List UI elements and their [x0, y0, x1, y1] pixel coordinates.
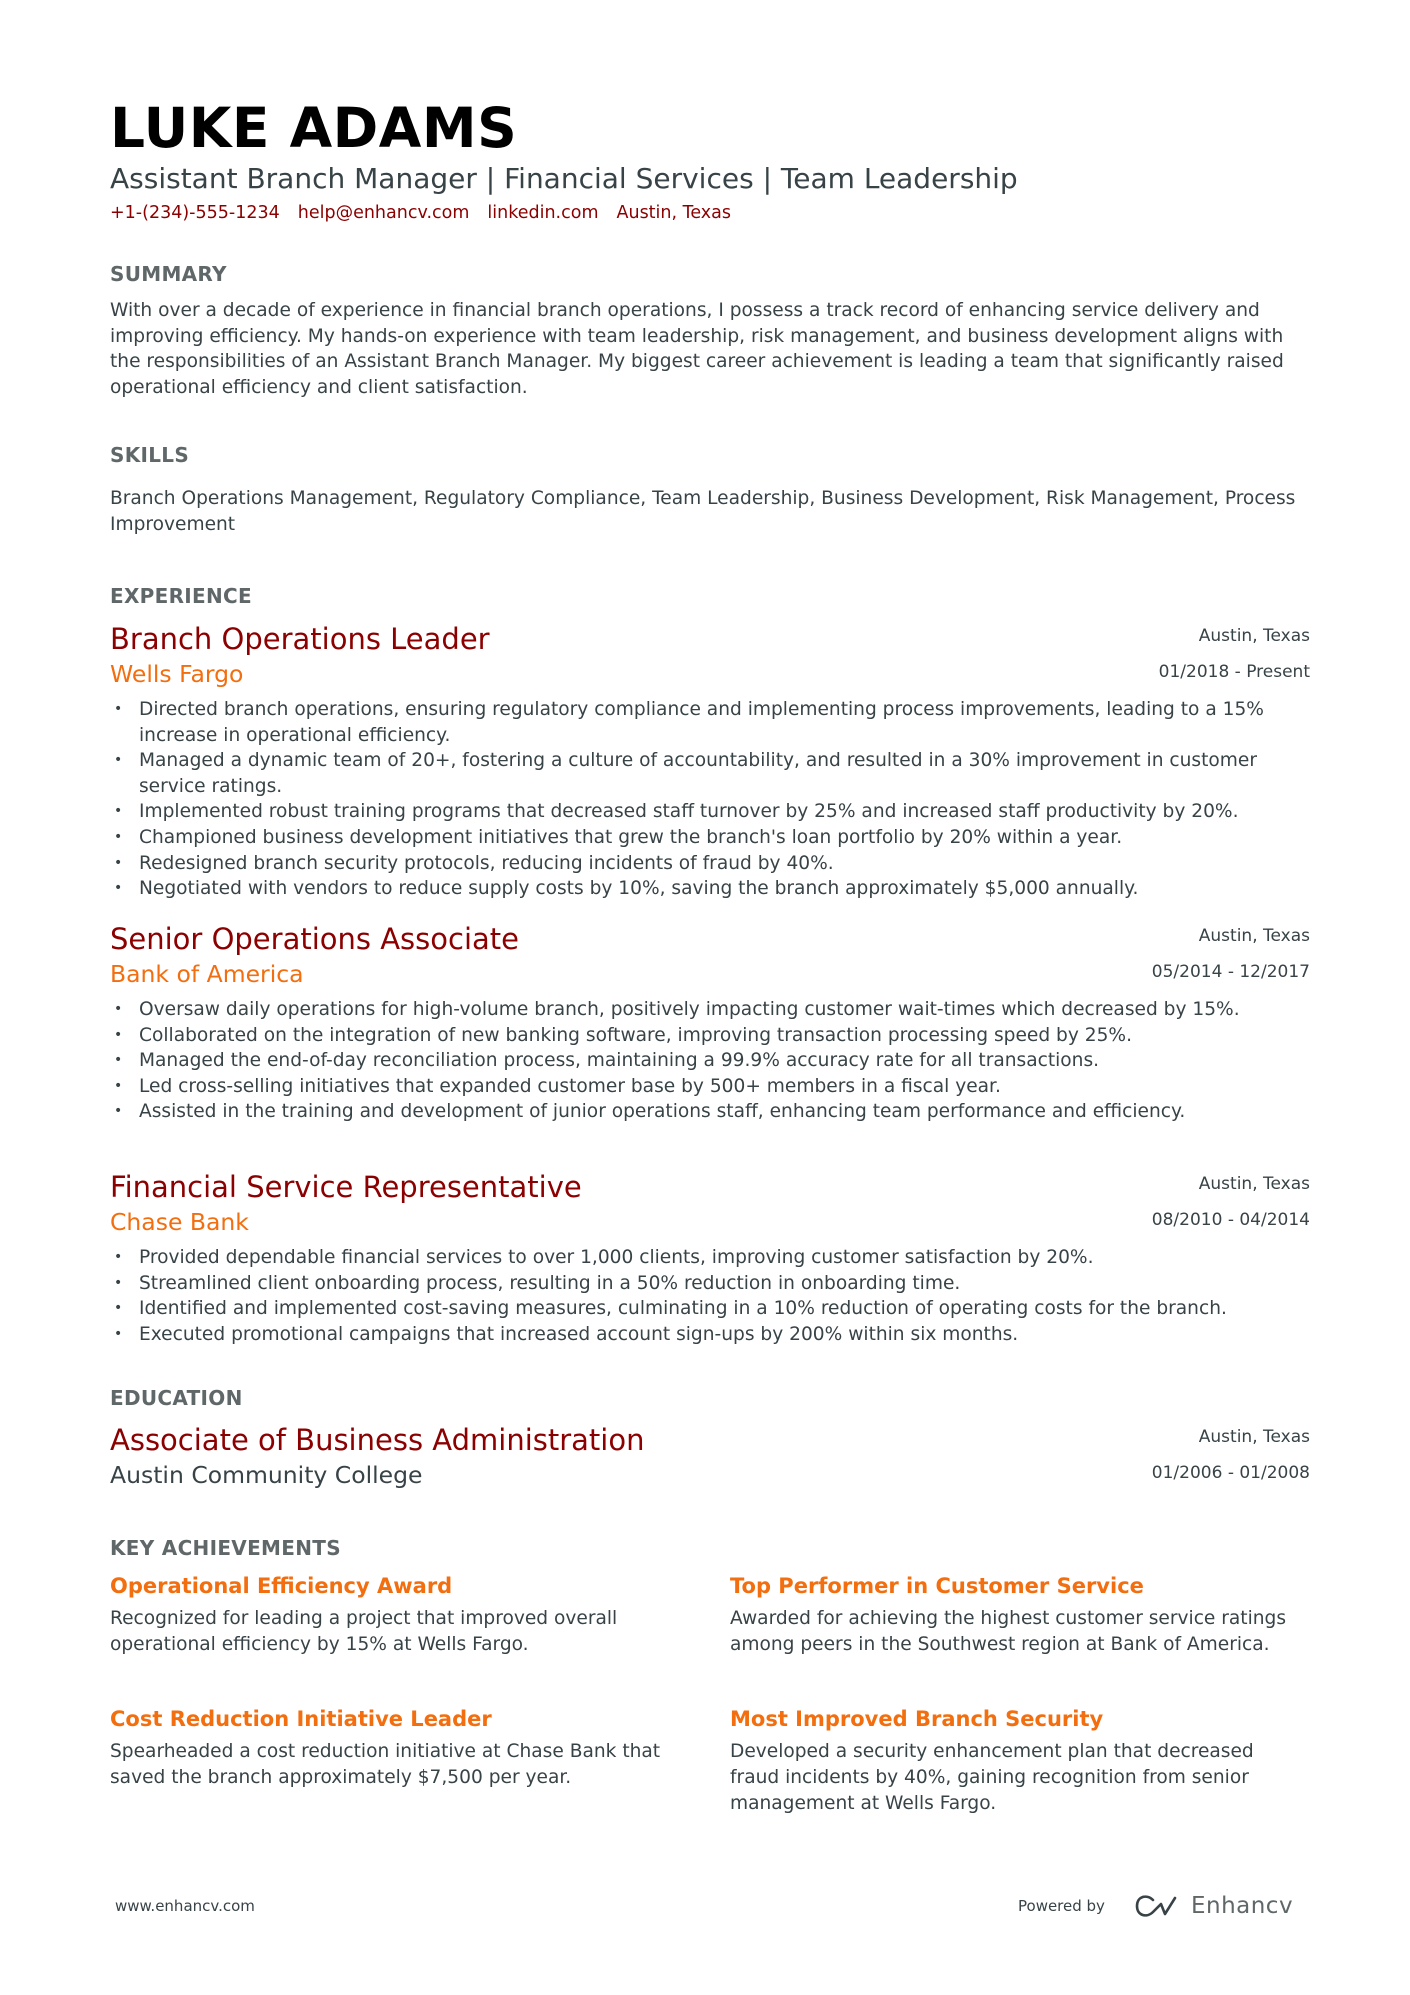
bullet-item [110, 697, 1310, 748]
bullet-item [110, 851, 1310, 877]
bullet-item [110, 876, 1310, 902]
bullet-item [110, 997, 1310, 1023]
bullet-text: Oversaw daily operations for high-volume branch, positively impacting customer wait-times which decreased by 15%. [139, 999, 1240, 1020]
bullet-icon: • [114, 828, 123, 845]
bullet-item [110, 1023, 1310, 1049]
job-title: Branch Operations Leader [110, 622, 490, 656]
skills-text: Branch Operations Management, Regulatory Compliance, Team Leadership, Business Development, Risk Management, Process Improvement [110, 488, 1296, 535]
bullet-icon: • [114, 1026, 123, 1043]
bullet-text: Managed a dynamic team of 20+, fostering a culture of accountability, and resulted in a 30% improvement in customer service ratings. [139, 750, 1257, 797]
bullet-item [110, 1245, 1310, 1271]
bullet-text: Redesigned branch security protocols, reducing incidents of fraud by 40%. [139, 852, 834, 874]
enhancv-logo[interactable] [1133, 1892, 1293, 1920]
bullet-text: Collaborated on the integration of new banking software, improving transaction processing speed by 25%. [139, 1024, 1133, 1046]
bullet-text: Implemented robust training programs that decreased staff turnover by 25% and increased staff productivity by 20%. [139, 801, 1239, 823]
bullet-text: Identified and implemented cost-saving measures, culminating in a 10% reduction of operating costs for the branch. [139, 1298, 1227, 1320]
job-bullets [110, 997, 1310, 1125]
bullet-text: Championed business development initiatives that grew the branch's loan portfolio by 20% within a year. [139, 826, 1123, 848]
job-dates: 08/2010 - 04/2014 [1151, 1210, 1310, 1230]
candidate-headline: Assistant Branch Manager | Financial Services | Team Leadership [110, 162, 1018, 195]
bullet-icon: • [114, 803, 123, 820]
contact-info [110, 203, 749, 223]
job-bullets [110, 1245, 1310, 1347]
experience-heading: EXPERIENCE [110, 584, 252, 608]
job-company: Chase Bank [110, 1208, 249, 1236]
bullet-icon: • [114, 701, 123, 717]
bullet-text: Managed the end-of-day reconciliation process, maintaining a 99.9% accuracy rate for all transactions. [139, 1050, 1100, 1072]
enhancv-logo-icon [1133, 1892, 1179, 1920]
bullet-item [110, 825, 1310, 851]
achievements-heading: KEY ACHIEVEMENTS [110, 1536, 341, 1560]
bullet-icon: • [114, 854, 123, 871]
contact-email[interactable]: help@enhancv.com [297, 203, 470, 223]
bullet-text: Assisted in the training and development of junior operations staff, enhancing team performance and efficiency. [139, 1101, 1186, 1123]
education-dates: 01/2006 - 01/2008 [1151, 1463, 1310, 1483]
enhancv-brand: Enhancv [1190, 1893, 1294, 1919]
bullet-item [110, 748, 1310, 799]
summary-heading: SUMMARY [110, 262, 227, 286]
summary-text: With over a decade of experience in financial branch operations, I possess a track record of enhancing service delivery and improving efficiency. My hands-on experience with team leadership, risk management, and business development aligns with the responsibilities of an Assistant Branch Manager. My biggest career achievement is leading a team that significantly raised operational efficiency and client satisfaction. [110, 300, 1284, 398]
achievement-description: Recognized for leading a project that improved overall operational efficiency by 15% at Wells Fargo. [110, 1608, 618, 1655]
job-company: Wells Fargo [110, 660, 244, 688]
bullet-text: Led cross-selling initiatives that expanded customer base by 500+ members in a fiscal year. [139, 1075, 1001, 1097]
bullet-item [110, 1322, 1310, 1348]
achievement-description: Spearheaded a cost reduction initiative at Chase Bank that saved the branch approximately $7,500 per year. [110, 1741, 661, 1788]
school-name: Austin Community College [110, 1461, 423, 1489]
bullet-text: Directed branch operations, ensuring regulatory compliance and implementing process improvements, leading to a 15% increase in operational efficiency. [139, 699, 1264, 746]
job-location: Austin, Texas [1198, 626, 1310, 646]
bullet-text: Streamlined client onboarding process, resulting in a 50% reduction in onboarding time. [139, 1272, 961, 1294]
achievement-item [730, 1572, 1290, 1658]
achievement-item [110, 1572, 670, 1658]
job-title: Financial Service Representative [110, 1170, 582, 1204]
bullet-item [110, 1048, 1310, 1074]
bullet-icon: • [114, 1249, 123, 1265]
footer-powered-by [1018, 1892, 1293, 1920]
education-location: Austin, Texas [1198, 1427, 1310, 1447]
bullet-text: Provided dependable financial services to over 1,000 clients, improving customer satisfaction by 20%. [139, 1247, 1094, 1268]
footer-website-link[interactable]: www.enhancv.com [115, 1897, 255, 1915]
bullet-item [110, 799, 1310, 825]
degree-title: Associate of Business Administration [110, 1423, 645, 1457]
bullet-icon: • [114, 1325, 123, 1342]
bullet-icon: • [114, 1103, 123, 1120]
job-bullets [110, 697, 1310, 902]
achievement-title: Cost Reduction Initiative Leader [110, 1707, 492, 1731]
job-location: Austin, Texas [1198, 926, 1310, 946]
achievement-title: Top Performer in Customer Service [730, 1574, 1144, 1598]
bullet-text: Executed promotional campaigns that increased account sign-ups by 200% within six months. [139, 1323, 1019, 1345]
job-dates: 01/2018 - Present [1158, 662, 1310, 682]
bullet-item [110, 1296, 1310, 1322]
job-title: Senior Operations Associate [110, 922, 520, 956]
job-location: Austin, Texas [1198, 1174, 1310, 1194]
bullet-icon: • [114, 1001, 123, 1017]
bullet-icon: • [114, 1274, 123, 1291]
bullet-text: Negotiated with vendors to reduce supply costs by 10%, saving the branch approximately $5,000 annually. [139, 878, 1139, 900]
achievement-title: Most Improved Branch Security [730, 1707, 1104, 1731]
bullet-icon: • [114, 1300, 123, 1317]
achievement-description: Awarded for achieving the highest customer service ratings among peers in the Southwest region at Bank of America. [730, 1608, 1287, 1655]
achievement-item [110, 1705, 670, 1791]
job-dates: 05/2014 - 12/2017 [1151, 962, 1310, 982]
contact-phone[interactable]: +1-(234)-555-1234 [110, 203, 280, 223]
bullet-icon: • [114, 752, 123, 769]
contact-linkedin[interactable]: linkedin.com [487, 203, 599, 223]
bullet-icon: • [114, 880, 123, 897]
bullet-item [110, 1099, 1310, 1125]
education-heading: EDUCATION [110, 1386, 243, 1410]
bullet-icon: • [114, 1077, 123, 1094]
achievement-title: Operational Efficiency Award [110, 1574, 453, 1598]
skills-heading: SKILLS [110, 443, 190, 467]
contact-location: Austin, Texas [616, 203, 731, 223]
bullet-item [110, 1271, 1310, 1297]
job-company: Bank of America [110, 960, 304, 988]
powered-by-label: Powered by [1018, 1897, 1105, 1915]
achievement-item [730, 1705, 1290, 1816]
bullet-item [110, 1074, 1310, 1100]
candidate-name: LUKE ADAMS [110, 96, 518, 160]
bullet-icon: • [114, 1052, 123, 1069]
achievement-description: Developed a security enhancement plan that decreased fraud incidents by 40%, gaining recognition from senior management at Wells Fargo. [730, 1741, 1254, 1814]
